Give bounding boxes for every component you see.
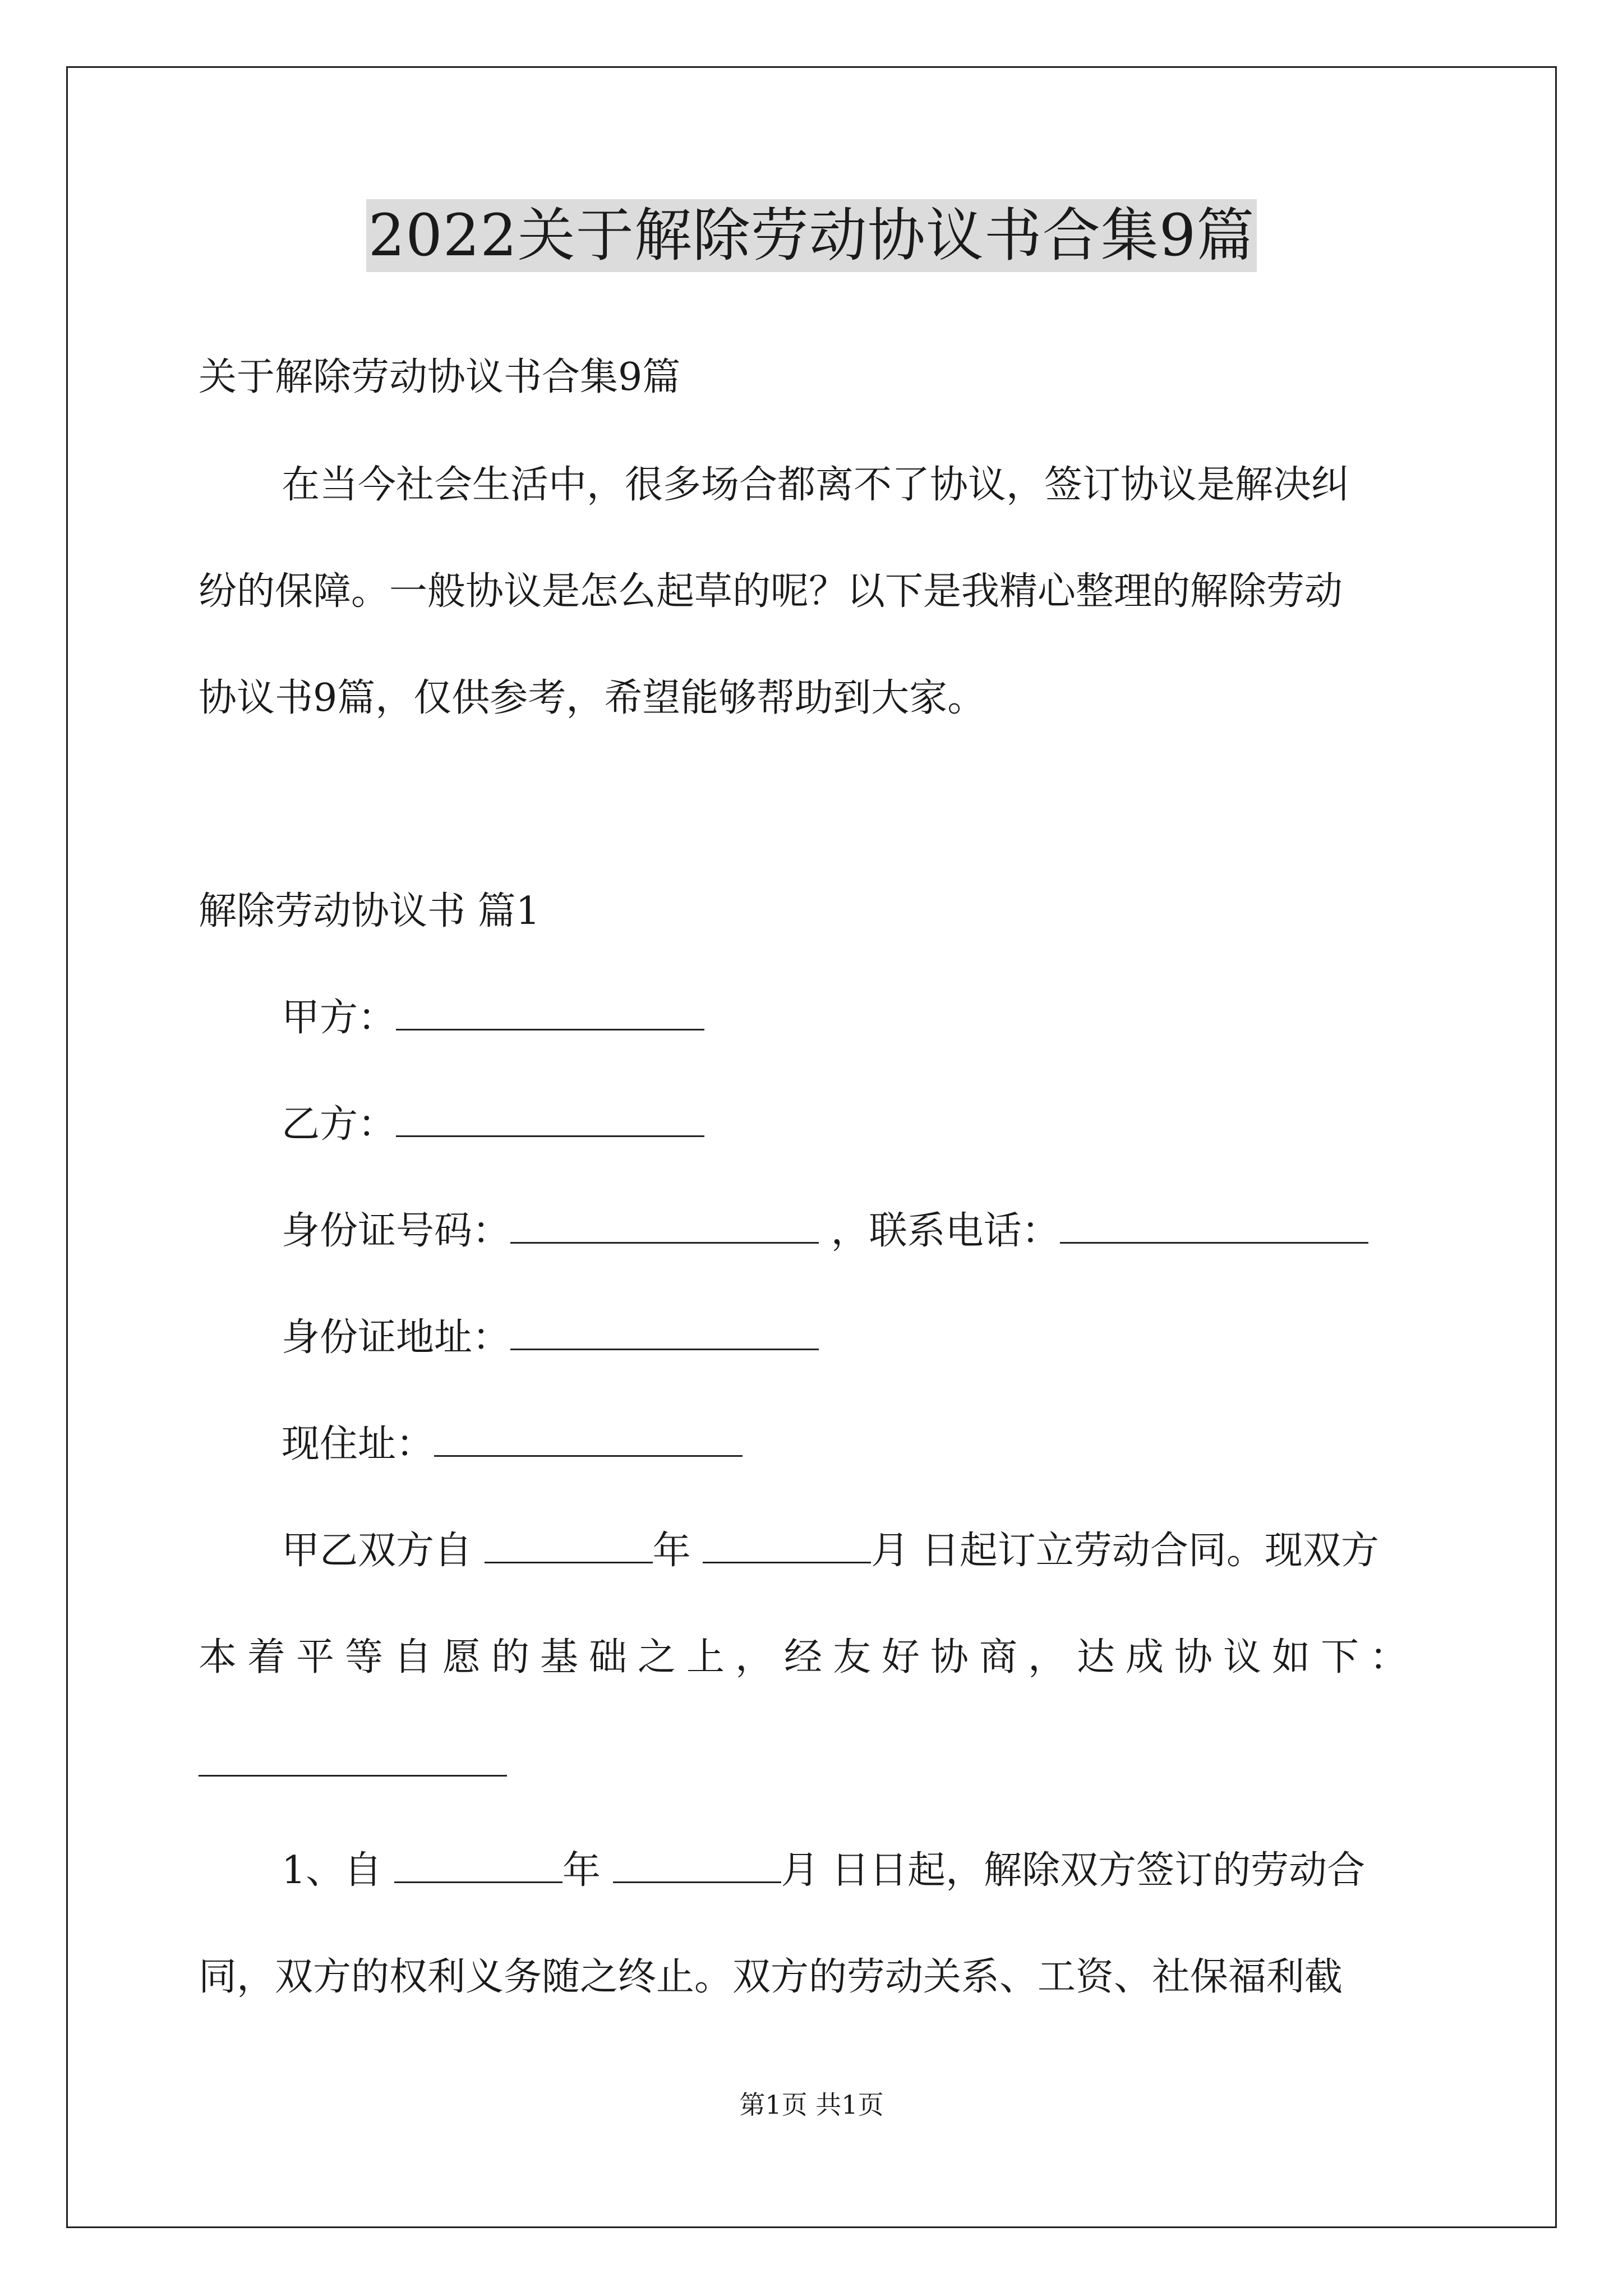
page-footer: 第1页 共1页 <box>739 2090 884 2120</box>
intro-line-1: 在当今社会生活中，很多场合都离不了协议，签订协议是解决纠 <box>282 463 1350 507</box>
para1-line-1 <box>282 1526 1379 1576</box>
document-title: 2022关于解除劳动协议书合集9篇 <box>366 199 1257 272</box>
item1-line-1 <box>282 1846 1365 1896</box>
intro-line-2: 纷的保障。一般协议是怎么起草的呢？以下是我精心整理的解除劳动 <box>199 569 1343 614</box>
phone-blank <box>1060 1206 1368 1244</box>
current-address-blank <box>434 1419 743 1457</box>
party-b-blank <box>396 1099 704 1137</box>
id-number-label: 身份证号码： <box>282 1209 511 1253</box>
party-a-label: 甲方： <box>282 996 396 1040</box>
party-b-field <box>282 1099 704 1150</box>
id-number-blank <box>510 1206 819 1244</box>
current-address-label: 现住址： <box>282 1422 435 1466</box>
item1-suffix: 日日起，解除双方签订的劳动合 <box>831 1848 1366 1893</box>
id-address-field <box>282 1313 819 1363</box>
item1-year-blank <box>394 1846 562 1883</box>
id-address-label: 身份证地址： <box>282 1315 511 1360</box>
section-heading: 解除劳动协议书 篇1 <box>199 889 540 933</box>
phone-label: ，联系电话： <box>831 1209 1060 1253</box>
para1-trailing-blank-line <box>199 1739 507 1789</box>
intro-line-3: 协议书9篇，仅供参考，希望能够帮助到大家。 <box>199 676 986 720</box>
para1-year-blank <box>485 1526 653 1563</box>
current-address-field <box>282 1419 743 1470</box>
para1-month-blank <box>703 1526 871 1563</box>
para1-prefix: 甲乙双方自 <box>282 1529 473 1573</box>
para1-trailing-blank <box>199 1739 507 1777</box>
party-a-blank <box>396 993 704 1030</box>
para1-line-2: 本着平等自愿的基础之上，经友好协商，达成协议如下： <box>199 1635 1419 1680</box>
id-address-blank <box>510 1313 819 1350</box>
item1-line-2: 同，双方的权利义务随之终止。双方的劳动关系、工资、社保福利截 <box>199 1955 1343 1999</box>
id-phone-field <box>282 1206 1368 1257</box>
document-subtitle: 关于解除劳动协议书合集9篇 <box>199 355 681 399</box>
item1-prefix: 1、自 <box>282 1848 382 1893</box>
para1-year: 年 <box>652 1529 691 1573</box>
party-a-field <box>282 993 704 1043</box>
party-b-label: 乙方： <box>282 1102 396 1147</box>
item1-month: 月 <box>781 1848 819 1893</box>
item1-month-blank <box>613 1846 781 1883</box>
para1-month: 月 <box>871 1529 910 1573</box>
para1-suffix: 日起订立劳动合同。现双方 <box>921 1529 1379 1573</box>
item1-year: 年 <box>562 1848 601 1893</box>
